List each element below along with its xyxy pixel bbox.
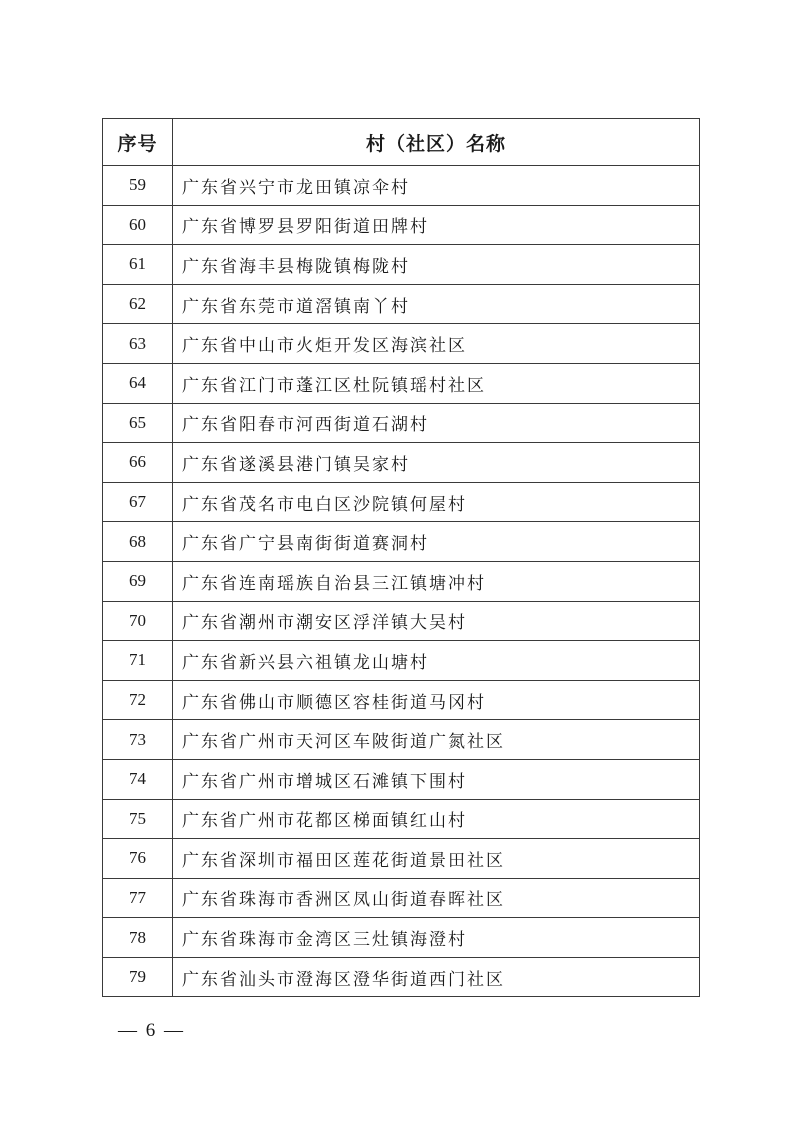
village-name: 广东省东莞市道滘镇南丫村 [173, 284, 700, 324]
table-row [103, 324, 700, 364]
row-number: 79 [103, 957, 173, 997]
village-name: 广东省阳春市河西街道石湖村 [173, 403, 700, 443]
village-name: 广东省广宁县南街街道赛洞村 [173, 522, 700, 562]
row-number: 60 [103, 205, 173, 245]
table-row [103, 957, 700, 997]
row-number: 65 [103, 403, 173, 443]
table-row [103, 918, 700, 958]
table-row [103, 601, 700, 641]
row-number: 69 [103, 561, 173, 601]
village-name: 广东省中山市火炬开发区海滨社区 [173, 324, 700, 364]
village-name: 广东省佛山市顺德区容桂街道马冈村 [173, 680, 700, 720]
village-name: 广东省珠海市金湾区三灶镇海澄村 [173, 918, 700, 958]
table-row [103, 284, 700, 324]
village-name: 广东省海丰县梅陇镇梅陇村 [173, 245, 700, 285]
table-row [103, 403, 700, 443]
row-number: 63 [103, 324, 173, 364]
village-name: 广东省博罗县罗阳街道田牌村 [173, 205, 700, 245]
village-name: 广东省新兴县六祖镇龙山塘村 [173, 641, 700, 681]
village-name: 广东省潮州市潮安区浮洋镇大吴村 [173, 601, 700, 641]
row-number: 76 [103, 839, 173, 879]
table-row [103, 839, 700, 879]
row-number: 64 [103, 363, 173, 403]
table-row [103, 799, 700, 839]
table-row [103, 561, 700, 601]
row-number: 73 [103, 720, 173, 760]
row-number: 75 [103, 799, 173, 839]
row-number: 74 [103, 759, 173, 799]
table-row [103, 522, 700, 562]
row-number: 78 [103, 918, 173, 958]
table-row [103, 680, 700, 720]
row-number: 62 [103, 284, 173, 324]
header-name: 村（社区）名称 [173, 119, 700, 166]
row-number: 59 [103, 166, 173, 206]
village-list-table [102, 118, 700, 997]
row-number: 67 [103, 482, 173, 522]
table-row [103, 482, 700, 522]
table-row [103, 166, 700, 206]
table-row [103, 720, 700, 760]
table-header-row [103, 119, 700, 166]
row-number: 71 [103, 641, 173, 681]
village-name: 广东省连南瑶族自治县三江镇塘冲村 [173, 561, 700, 601]
table-row [103, 205, 700, 245]
table-row [103, 363, 700, 403]
village-name: 广东省珠海市香洲区凤山街道春晖社区 [173, 878, 700, 918]
village-name: 广东省江门市蓬江区杜阮镇瑶村社区 [173, 363, 700, 403]
row-number: 70 [103, 601, 173, 641]
village-name: 广东省广州市花都区梯面镇红山村 [173, 799, 700, 839]
village-name: 广东省广州市天河区车陂街道广氮社区 [173, 720, 700, 760]
row-number: 66 [103, 443, 173, 483]
table-row [103, 245, 700, 285]
village-name: 广东省茂名市电白区沙院镇何屋村 [173, 482, 700, 522]
row-number: 68 [103, 522, 173, 562]
row-number: 61 [103, 245, 173, 285]
row-number: 72 [103, 680, 173, 720]
village-name: 广东省广州市增城区石滩镇下围村 [173, 759, 700, 799]
village-name: 广东省汕头市澄海区澄华街道西门社区 [173, 957, 700, 997]
page-number: — 6 — [118, 1020, 185, 1041]
village-name: 广东省兴宁市龙田镇凉伞村 [173, 166, 700, 206]
village-name: 广东省遂溪县港门镇吴家村 [173, 443, 700, 483]
table-row [103, 443, 700, 483]
row-number: 77 [103, 878, 173, 918]
table-body [103, 166, 700, 997]
table-row [103, 759, 700, 799]
header-number: 序号 [103, 119, 173, 166]
village-name: 广东省深圳市福田区莲花街道景田社区 [173, 839, 700, 879]
table-row [103, 878, 700, 918]
table-row [103, 641, 700, 681]
